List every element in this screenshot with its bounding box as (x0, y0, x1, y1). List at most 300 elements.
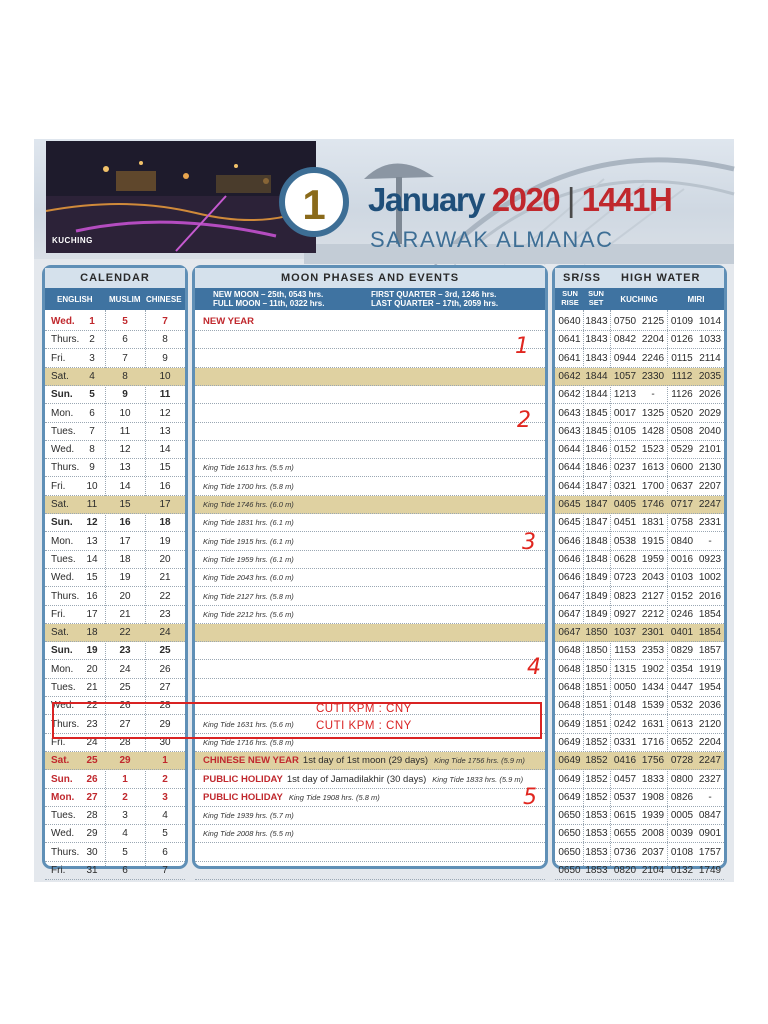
event-row (195, 441, 545, 459)
kuching-high-2: 1539 (641, 700, 665, 712)
sun-set: 1843 (585, 352, 608, 364)
miri-high-1: 0613 (670, 718, 694, 730)
sun-rise: 0649 (558, 773, 581, 785)
miri-high-2: 2327 (698, 773, 722, 785)
kuching-high-1: 0736 (613, 846, 637, 858)
col-kuching: KUCHING (620, 295, 658, 304)
chinese-date: 27 (159, 682, 171, 693)
sun-rise: 0650 (558, 865, 581, 876)
title-year: 2020 (491, 181, 560, 218)
sun-rise: 0647 (558, 590, 581, 602)
calendar-row (45, 386, 185, 404)
weekday: Sun. (51, 517, 73, 529)
event-name: NEW YEAR (203, 316, 255, 327)
miri-high-1: 0401 (670, 627, 694, 639)
kuching-high-1: 0451 (613, 517, 637, 529)
weekday: Tues. (51, 553, 76, 565)
sun-set: 1849 (585, 608, 608, 620)
weekday: Wed. (51, 316, 75, 327)
kuching-high-2: 1716 (641, 736, 665, 748)
kuching-high-1: 0017 (613, 407, 637, 419)
tide-row (555, 862, 724, 880)
english-date: 25 (86, 755, 98, 767)
calendar-row (45, 752, 185, 770)
muslim-date: 21 (119, 608, 131, 620)
kuching-high-1: 0242 (613, 718, 637, 730)
weekday: Fri. (51, 736, 66, 748)
annotation-number: 3 (522, 530, 536, 555)
chinese-date: 11 (159, 389, 171, 401)
tide-row (555, 368, 724, 386)
muslim-date: 26 (119, 700, 131, 712)
chinese-date: 22 (159, 590, 171, 602)
miri-high-2: 2207 (698, 480, 722, 492)
calendar-row (45, 844, 185, 862)
kuching-high-2: 2043 (641, 572, 665, 584)
muslim-date: 20 (119, 590, 131, 602)
english-date: 31 (86, 865, 98, 876)
miri-high-2: 2029 (698, 407, 722, 419)
muslim-date: 25 (119, 682, 131, 693)
sun-set: 1849 (585, 572, 608, 584)
sun-set: 1843 (585, 316, 608, 327)
sun-set: 1849 (585, 590, 608, 602)
events-panel (192, 265, 548, 869)
sun-set: 1848 (585, 535, 608, 547)
miri-high-1: 0758 (670, 517, 694, 529)
sun-rise: 0649 (558, 736, 581, 748)
chinese-date: 28 (159, 700, 171, 712)
event-text (203, 514, 294, 532)
moon-phases (195, 288, 545, 310)
miri-high-1: 1112 (671, 370, 693, 382)
weekday: Sun. (51, 645, 73, 657)
tide-row (555, 551, 724, 569)
tide-row (555, 459, 724, 477)
sun-set: 1853 (585, 865, 608, 876)
sun-rise: 0648 (558, 645, 581, 657)
king-tide: King Tide 2008 hrs. (5.5 m) (203, 829, 294, 839)
sun-rise: 0640 (558, 316, 581, 327)
kuching-high-1: 0927 (613, 608, 637, 620)
annotation-number: 5 (523, 785, 537, 810)
calendar-row (45, 642, 185, 660)
kuching-high-2: 2125 (641, 316, 665, 327)
calendar-row (45, 368, 185, 386)
kuching-high-2: - (651, 389, 655, 401)
miri-high-2: - (708, 535, 712, 547)
chinese-date: 26 (159, 663, 171, 675)
calendar-row (45, 624, 185, 642)
english-date: 18 (86, 627, 98, 639)
sun-rise: 0650 (558, 828, 581, 840)
king-tide: King Tide 1631 hrs. (5.6 m) (203, 719, 294, 729)
muslim-date: 9 (122, 389, 128, 401)
miri-high-2: 2247 (698, 755, 722, 767)
sun-rise: 0650 (558, 846, 581, 858)
tide-row (555, 386, 724, 404)
sun-set: 1851 (585, 718, 608, 730)
tide-row (555, 789, 724, 807)
king-tide: King Tide 1613 hrs. (5.5 m) (203, 463, 294, 473)
muslim-date: 13 (119, 462, 131, 474)
english-date: 5 (89, 389, 95, 401)
event-text (203, 496, 294, 514)
sun-rise: 0648 (558, 700, 581, 712)
weekday: Mon. (51, 791, 75, 803)
english-date: 17 (86, 608, 98, 620)
miri-high-1: 0529 (670, 444, 694, 456)
tide-row (555, 825, 724, 843)
kuching-high-2: 2204 (641, 334, 665, 346)
annotation-number: 1 (515, 334, 529, 359)
muslim-date: 23 (119, 645, 131, 657)
kuching-high-1: 0944 (613, 352, 637, 364)
tide-row (555, 697, 724, 715)
event-text (203, 789, 380, 807)
event-text (203, 752, 525, 770)
english-date: 9 (89, 462, 95, 474)
miri-high-1: 0508 (670, 425, 694, 437)
english-date: 11 (86, 499, 98, 510)
calendar-column-header (45, 288, 185, 310)
chinese-date: 12 (159, 407, 171, 419)
tide-row (555, 844, 724, 862)
english-date: 7 (89, 425, 95, 437)
event-text (203, 825, 294, 843)
sun-set: 1852 (585, 773, 608, 785)
page-subtitle: SARAWAK ALMANAC (370, 227, 614, 252)
tide-row (555, 624, 724, 642)
miri-high-1: 0829 (670, 645, 694, 657)
sun-rise: 0648 (558, 663, 581, 675)
sun-set: 1848 (585, 553, 608, 565)
miri-high-1: 0840 (670, 535, 694, 547)
chinese-date: 8 (162, 334, 168, 346)
event-text (203, 807, 294, 825)
king-tide: King Tide 1908 hrs. (5.8 m) (288, 792, 380, 802)
kuching-high-2: 2104 (641, 865, 665, 876)
event-row (195, 661, 545, 679)
calendar-row (45, 789, 185, 807)
kuching-high-1: 0105 (613, 425, 637, 437)
chinese-date: 9 (162, 352, 168, 364)
miri-high-1: 0717 (670, 499, 694, 510)
event-row (195, 405, 545, 423)
kuching-high-2: 1959 (641, 553, 665, 565)
event-text (203, 771, 523, 789)
kuching-high-1: 0416 (613, 755, 637, 767)
sun-rise: 0650 (558, 810, 581, 822)
chinese-date: 17 (159, 499, 171, 510)
english-date: 13 (86, 535, 98, 547)
chinese-date: 14 (159, 444, 171, 456)
muslim-date: 16 (119, 517, 131, 529)
miri-high-2: 1854 (698, 608, 722, 620)
miri-high-2: 2130 (698, 462, 722, 474)
event-row (195, 386, 545, 404)
event-row (195, 423, 545, 441)
miri-high-2: 2016 (698, 590, 722, 602)
event-row (195, 588, 545, 606)
kuching-high-1: 0820 (613, 865, 637, 876)
kuching-high-2: 1613 (641, 462, 665, 474)
last-quarter: LAST QUARTER – 17th, 2059 hrs. (371, 299, 499, 308)
kuching-high-2: 1325 (641, 407, 665, 419)
english-date: 28 (86, 810, 98, 822)
kuching-high-1: 0615 (613, 810, 637, 822)
miri-high-2: 1757 (698, 846, 722, 858)
tide-row (555, 569, 724, 587)
annotation-number: 4 (527, 655, 541, 680)
event-text (203, 606, 294, 624)
kuching-photo (46, 141, 316, 253)
miri-high-2: 0847 (698, 810, 722, 822)
sun-rise: 0643 (558, 407, 581, 419)
chinese-date: 7 (162, 865, 168, 876)
sun-set: 1846 (585, 462, 608, 474)
weekday: Mon. (51, 535, 74, 547)
chinese-date: 30 (159, 736, 171, 748)
event-row (195, 844, 545, 862)
english-date: 3 (89, 352, 95, 364)
cuti-label: CUTI KPM : CNY (316, 720, 412, 732)
miri-high-1: 0132 (670, 865, 694, 876)
kuching-high-2: 2330 (641, 370, 665, 382)
kuching-high-2: 2008 (641, 828, 665, 840)
calendar-row (45, 825, 185, 843)
calendar-row (45, 514, 185, 532)
weekday: Sat. (51, 499, 69, 510)
sun-rise: 0646 (558, 553, 581, 565)
sun-rise: 0646 (558, 535, 581, 547)
calendar-row (45, 661, 185, 679)
kuching-high-1: 0723 (613, 572, 637, 584)
muslim-date: 15 (119, 499, 131, 510)
tide-row (555, 423, 724, 441)
sun-rise: 0649 (558, 791, 581, 803)
cuti-label: CUTI KPM : CNY (316, 703, 412, 715)
king-tide: King Tide 1939 hrs. (5.7 m) (203, 811, 294, 821)
sun-rise: 0642 (558, 389, 581, 401)
miri-high-1: 0354 (670, 663, 694, 675)
col-chinese: CHINESE (146, 295, 182, 304)
weekday: Sun. (51, 389, 73, 401)
col-english: ENGLISH (57, 295, 93, 304)
muslim-date: 3 (122, 810, 128, 822)
calendar-row (45, 533, 185, 551)
sun-rise: 0646 (558, 572, 581, 584)
miri-high-2: 2247 (698, 499, 722, 510)
king-tide: King Tide 1959 hrs. (6.1 m) (203, 554, 294, 564)
miri-high-2: 1033 (698, 334, 722, 346)
event-row (195, 752, 545, 770)
sun-rise: 0649 (558, 718, 581, 730)
event-row (195, 350, 545, 368)
chinese-date: 25 (159, 645, 171, 657)
miri-high-2: 1919 (698, 663, 722, 675)
calendar-row (45, 496, 185, 514)
chinese-date: 6 (162, 846, 168, 858)
muslim-date: 5 (122, 846, 128, 858)
english-date: 8 (89, 444, 95, 456)
kuching-high-1: 0148 (613, 700, 637, 712)
tide-row (555, 606, 724, 624)
weekday: Wed. (51, 828, 75, 840)
calendar-row (45, 478, 185, 496)
sun-rise: 0644 (558, 462, 581, 474)
miri-high-2: 0901 (698, 828, 722, 840)
sun-rise: 0641 (558, 334, 581, 346)
kuching-high-2: 2353 (641, 645, 665, 657)
english-date: 2 (89, 334, 95, 346)
miri-high-1: 0826 (670, 791, 694, 803)
muslim-date: 27 (119, 718, 131, 730)
weekday: Tues. (51, 810, 76, 822)
sun-set: 1847 (585, 517, 608, 529)
kuching-high-2: 1939 (641, 810, 665, 822)
kuching-high-1: 0655 (613, 828, 637, 840)
king-tide: King Tide 2043 hrs. (6.0 m) (203, 573, 294, 583)
english-date: 12 (86, 517, 98, 529)
sun-set: 1845 (585, 425, 608, 437)
calendar-row (45, 771, 185, 789)
tide-row (555, 533, 724, 551)
weekday: Fri. (51, 865, 66, 876)
miri-high-1: 0103 (670, 572, 694, 584)
kuching-high-1: 1315 (613, 663, 637, 675)
miri-high-1: 0520 (670, 407, 694, 419)
event-row (195, 606, 545, 624)
calendar-row (45, 606, 185, 624)
miri-high-2: 1854 (698, 627, 722, 639)
miri-high-1: 0126 (670, 334, 694, 346)
kuching-high-2: 2127 (641, 590, 665, 602)
sun-set: 1853 (585, 828, 608, 840)
muslim-date: 22 (119, 627, 131, 639)
kuching-high-2: 1700 (641, 480, 665, 492)
miri-high-2: 1749 (698, 865, 722, 876)
event-text (203, 551, 294, 569)
tide-row (555, 752, 724, 770)
kuching-high-2: 1756 (641, 755, 665, 767)
muslim-date: 28 (119, 736, 131, 748)
tide-row (555, 771, 724, 789)
chinese-date: 29 (159, 718, 171, 730)
calendar-row (45, 569, 185, 587)
english-date: 21 (86, 682, 98, 693)
miri-high-1: 0016 (670, 553, 694, 565)
calendar-row (45, 350, 185, 368)
kuching-high-2: 1831 (641, 517, 665, 529)
event-text (203, 478, 294, 496)
king-tide: King Tide 1833 hrs. (5.9 m) (432, 774, 524, 784)
event-row (195, 514, 545, 532)
kuching-high-1: 0152 (613, 444, 637, 456)
calendar-row (45, 313, 185, 331)
chinese-date: 1 (162, 755, 168, 767)
event-name: PUBLIC HOLIDAY (203, 773, 283, 785)
chinese-date: 19 (159, 535, 171, 547)
event-detail: 1st day of Jamadilakhir (30 days) (286, 773, 427, 785)
sun-rise: 0649 (558, 755, 581, 767)
kuching-high-1: 0457 (613, 773, 637, 785)
muslim-date: 4 (122, 828, 128, 840)
kuching-high-1: 0405 (613, 499, 637, 510)
page-title (368, 181, 671, 219)
king-tide: King Tide 1700 hrs. (5.8 m) (203, 481, 294, 491)
tide-row (555, 642, 724, 660)
new-moon: NEW MOON – 25th, 0543 hrs. (213, 290, 324, 299)
kuching-high-2: 1631 (641, 718, 665, 730)
calendar-row (45, 459, 185, 477)
king-tide: King Tide 1756 hrs. (5.9 m) (434, 756, 525, 766)
sun-rise: 0644 (558, 480, 581, 492)
kuching-high-2: 1908 (641, 791, 665, 803)
kuching-high-1: 0628 (613, 553, 637, 565)
sun-set: 1851 (585, 682, 608, 693)
miri-high-1: 0652 (670, 736, 694, 748)
tide-row (555, 716, 724, 734)
muslim-date: 5 (122, 316, 128, 327)
sun-tide-column-header (555, 288, 724, 310)
sun-set: 1852 (585, 736, 608, 748)
muslim-date: 18 (119, 553, 131, 565)
weekday: Thurs. (51, 718, 80, 730)
miri-high-1: 0447 (670, 682, 694, 693)
sun-rise: 0647 (558, 627, 581, 639)
tide-row (555, 588, 724, 606)
weekday: Sat. (51, 370, 69, 382)
kuching-high-1: 1213 (613, 389, 637, 401)
chinese-date: 24 (159, 627, 171, 639)
sun-set: 1850 (585, 627, 608, 639)
english-date: 19 (86, 645, 98, 657)
sun-set: 1844 (585, 389, 608, 401)
weekday: Sat. (51, 627, 69, 639)
calendar-row (45, 862, 185, 880)
sun-rise: 0647 (558, 608, 581, 620)
miri-high-2: 2040 (698, 425, 722, 437)
muslim-date: 10 (119, 407, 131, 419)
muslim-date: 7 (122, 352, 128, 364)
kuching-high-2: 2301 (641, 627, 665, 639)
muslim-date: 2 (122, 791, 128, 803)
kuching-high-1: 1037 (613, 627, 637, 639)
month-badge (279, 167, 349, 237)
english-date: 10 (86, 480, 98, 492)
sun-rise: 0648 (558, 682, 581, 693)
miri-high-2: 2036 (698, 700, 722, 712)
chinese-date: 15 (159, 462, 171, 474)
sun-set: 1845 (585, 407, 608, 419)
first-quarter: FIRST QUARTER – 3rd, 1246 hrs. (371, 290, 497, 299)
weekday: Thurs. (51, 462, 80, 474)
calendar-row (45, 331, 185, 349)
event-row (195, 459, 545, 477)
event-text (203, 459, 294, 477)
month-number: 1 (302, 181, 326, 228)
sun-set: 1853 (585, 810, 608, 822)
event-name: CHINESE NEW YEAR (203, 755, 299, 767)
col-muslim: MUSLIM (109, 295, 141, 304)
miri-high-2: 0923 (698, 553, 722, 565)
photo-caption: KUCHING (52, 236, 93, 245)
tide-row (555, 679, 724, 697)
sun-set: 1846 (585, 444, 608, 456)
english-date: 14 (86, 553, 98, 565)
english-date: 15 (86, 572, 98, 584)
